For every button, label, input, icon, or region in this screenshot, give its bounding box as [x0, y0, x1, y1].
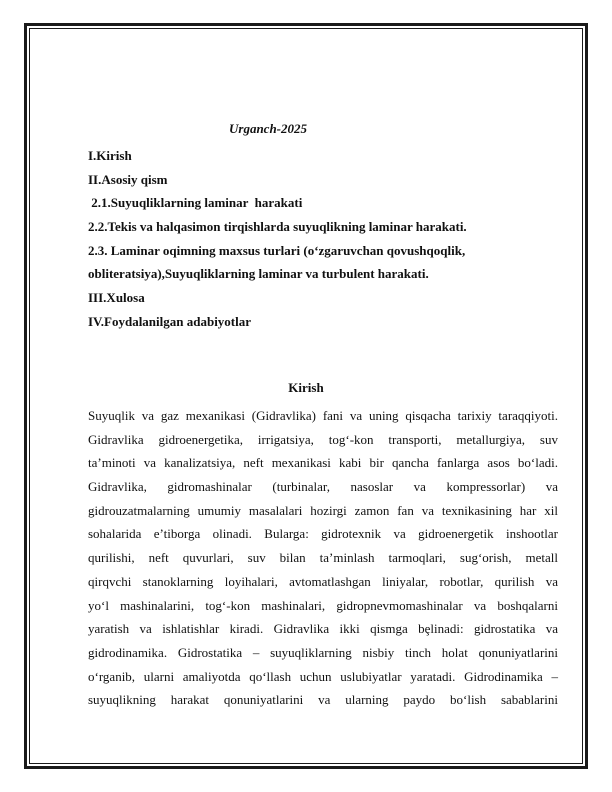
table-of-contents — [88, 144, 467, 334]
body-line: o‘rganib, ularni amaliyotda qo‘llash uchun uslubiyatlar yaratadi. Gidrodinamika – — [88, 668, 558, 684]
toc-item-2-3-cont: obliteratsiya),Suyuqliklarning laminar va turbulent harakati. — [88, 266, 429, 282]
section-body — [88, 404, 558, 712]
toc-item-2-2: 2.2.Tekis va halqasimon tirqishlarda suyuqlikning laminar harakati. — [88, 219, 467, 235]
toc-item-2-3: 2.3. Laminar oqimning maxsus turlari (o‘zgaruvchan qovushqoqlik, — [88, 242, 466, 258]
body-line: yaratish va ishlatishlar kiradi. Gidravlika ikki qismga bȩlinadi: gidrostatika va — [88, 621, 558, 637]
toc-item-conclusion: III.Xulosa — [88, 290, 145, 306]
body-line: Gidravlika gidroenergetika, irrigatsiya, tog‘-kon transporti, metallurgiya, suv — [88, 431, 558, 447]
body-line: sohalarida e’tiborga olinadi. Bularga: gidrotexnik va gidroenergetik inshootlar — [88, 526, 558, 542]
body-line: ta’minoti va kanalizatsiya, neft mexanikasi kabi bir qancha fanlarga asos bo‘ladi. — [88, 455, 558, 471]
place-year-heading: Urganch-2025 — [229, 121, 308, 136]
section-title: Kirish — [288, 380, 324, 395]
body-line: yo‘l mashinalarini, tog‘-kon mashinalari, gidropnevmomashinalar va boshqalarni — [88, 597, 558, 613]
toc-item-main-part: II.Asosiy qism — [88, 171, 168, 187]
body-line: gidrouzatmalarning umumiy masalalari hozirgi zamon fan va texnikasining har xil — [88, 502, 558, 518]
body-line: qirqvchi stanoklarning loyihalari, avtomatlashgan liniyalar, robotlar, qurilish va — [88, 573, 558, 589]
toc-item-2-1: 2.1.Suyuqliklarning laminar harakati — [88, 195, 303, 211]
body-line: qurilishi, neft quvurlari, suv bilan ta’minlash tarmoqlari, sug‘orish, metall — [88, 550, 558, 566]
toc-item-intro: I.Kirish — [88, 148, 132, 163]
body-line: Suyuqlik va gaz mexanikasi (Gidravlika) fani va uning qisqacha tarixiy taraqqiyoti. — [88, 408, 558, 423]
toc-item-references: IV.Foydalanilgan adabiyotlar — [88, 313, 252, 329]
body-line: gidrodinamika. Gidrostatika – suyuqliklarning nisbiy tinch holat qonuniyatlarini — [88, 644, 558, 660]
body-line: suyuqlikning harakat qonuniyatlarini va ularning paydo bo‘lish sabablarini — [88, 692, 558, 708]
body-line: Gidravlika, gidromashinalar (turbinalar, nasoslar va kompressorlar) va — [88, 479, 558, 495]
